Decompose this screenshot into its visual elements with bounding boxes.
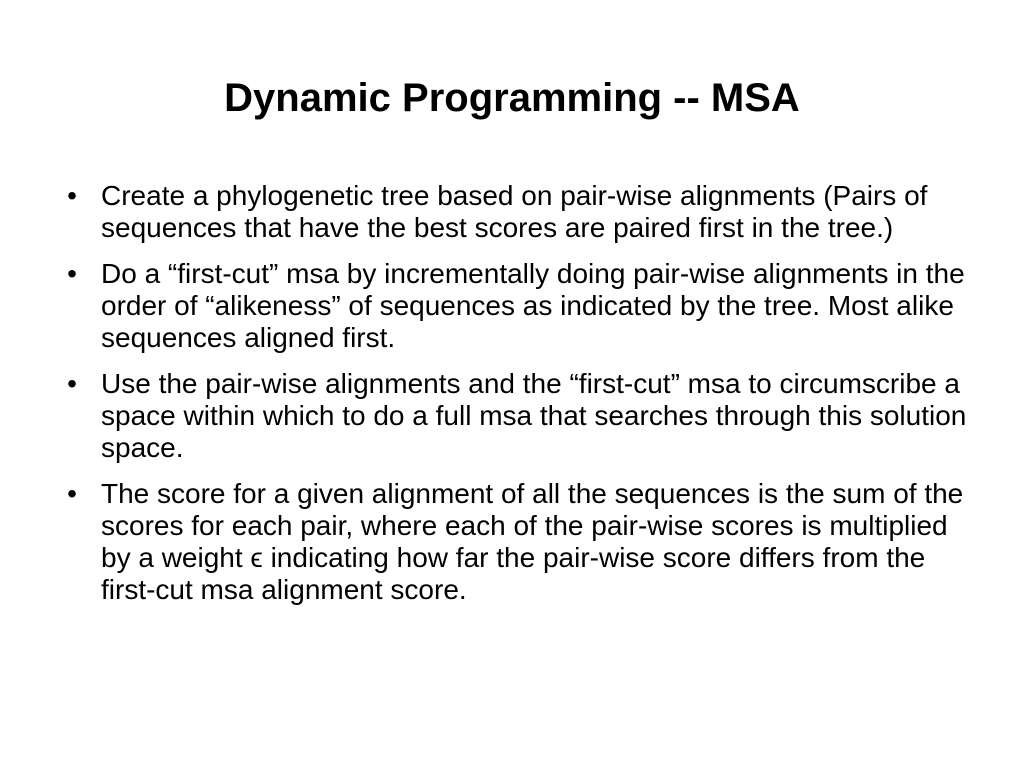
bullet-item [56, 258, 976, 354]
bullet-item [56, 368, 976, 464]
bullet-item [56, 478, 976, 606]
bullet-icon: • [67, 258, 77, 289]
bullet-text: Do a “first-cut” msa by incrementally doing pair-wise alignments in the order of “alikeness” of sequences as indicated by the tree. Most alike sequences aligned first. [101, 258, 965, 353]
bullet-icon: • [67, 368, 77, 399]
bullet-icon: • [67, 478, 77, 509]
bullet-text: Create a phylogenetic tree based on pair-wise alignments (Pairs of sequences that have the best scores are paired first in the tree.) [101, 180, 928, 243]
bullet-list [56, 180, 976, 620]
bullet-text: The score for a given alignment of all the sequences is the sum of the scores for each pair, where each of the pair-wise scores is multiplied by a weight ϵ indicating how far the pair-wise score differs from the first-cut msa alignment score. [101, 478, 964, 605]
bullet-icon: • [67, 180, 77, 211]
bullet-item [56, 180, 976, 244]
slide-title: Dynamic Programming -- MSA [224, 76, 800, 120]
bullet-text: Use the pair-wise alignments and the “first-cut” msa to circumscribe a space within which to do a full msa that searches through this solution space. [101, 368, 967, 463]
